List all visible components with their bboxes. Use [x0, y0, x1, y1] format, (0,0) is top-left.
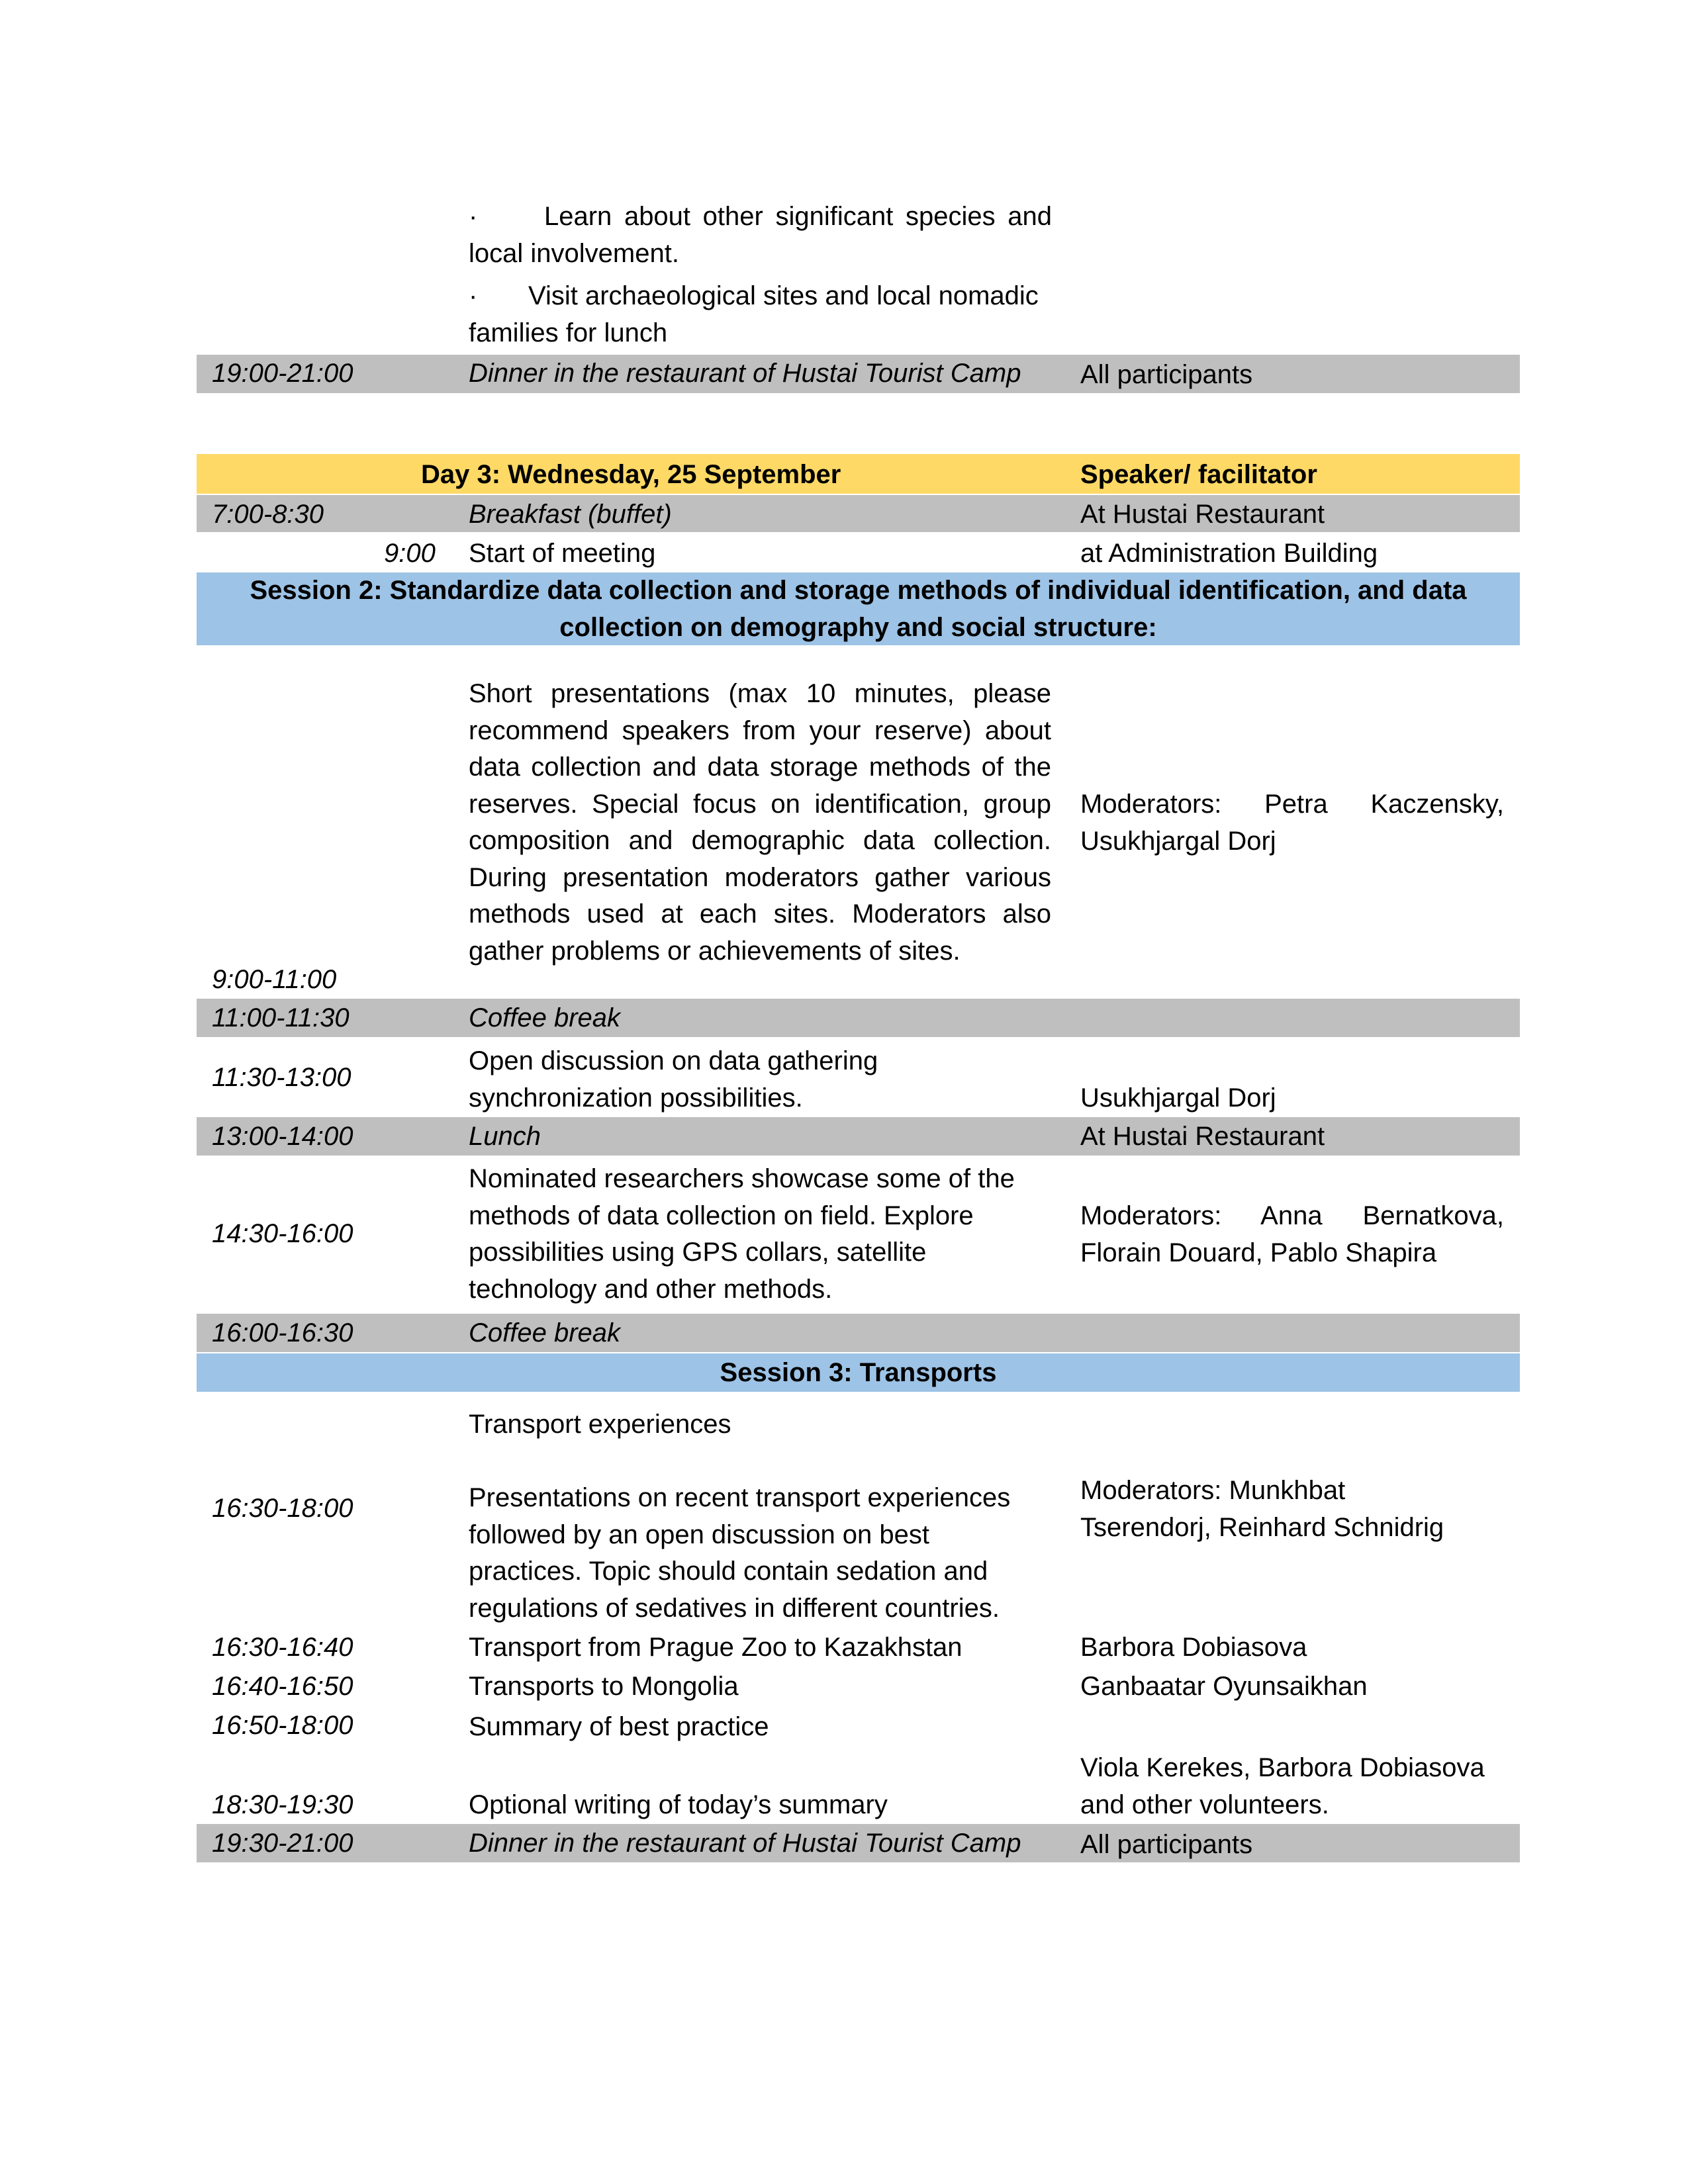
- coffee2-row-band: [197, 1314, 1520, 1352]
- session3-title: Session 3: Transports: [720, 1358, 997, 1387]
- field-methods-moderators: Moderators: Anna Bernatkova, Florain Douard, Pablo Shapira: [1080, 1201, 1504, 1267]
- breakfast-time: 7:00-8:30: [212, 500, 324, 529]
- bullet-symbol: ·: [469, 281, 478, 310]
- transport-text: Presentations on recent transport experiences followed by an open discussion on best practices. Topic should contain sedation and regulations of sedatives in different countries.: [469, 1483, 1011, 1623]
- bullet1-line2: local involvement.: [469, 239, 679, 268]
- breakfast-where: At Hustai Restaurant: [1080, 500, 1325, 529]
- discussion-line1: Open discussion on data gathering: [469, 1046, 878, 1075]
- bullet1-line1: Learn about other significant species and: [544, 202, 1052, 231]
- start-activity: Start of meeting: [469, 539, 656, 568]
- discussion-who: Usukhjargal Dorj: [1080, 1083, 1276, 1113]
- transport-time: 16:30-18:00: [212, 1494, 353, 1523]
- dinner3-who: All participants: [1080, 1830, 1253, 1859]
- transport-row-time: 16:50-18:00: [212, 1711, 353, 1740]
- day3-header-band: [197, 454, 1520, 494]
- summary-time: 18:30-19:30: [212, 1790, 353, 1819]
- transport-row-activity: Transports to Mongolia: [469, 1672, 739, 1701]
- dinner3-time: 19:30-21:00: [212, 1829, 353, 1858]
- transport-row-activity: Transport from Prague Zoo to Kazakhstan: [469, 1633, 962, 1662]
- lunch-where: At Hustai Restaurant: [1080, 1122, 1325, 1151]
- presentations-moderators: Moderators: Petra Kaczensky, Usukhjargal Dorj: [1080, 790, 1504, 856]
- speaker-header: Speaker/ facilitator: [1080, 460, 1317, 489]
- summary-who-line2: and other volunteers.: [1080, 1790, 1329, 1819]
- field-methods-text: Nominated researchers showcase some of the methods of data collection on field. Explore possibilities using GPS collars, satellite technology and other methods.: [469, 1164, 1015, 1304]
- transport-row-who: Barbora Dobiasova: [1080, 1633, 1307, 1662]
- presentations-time: 9:00-11:00: [212, 965, 337, 994]
- coffee2-time: 16:00-16:30: [212, 1318, 353, 1347]
- transport-row-who: Ganbaatar Oyunsaikhan: [1080, 1672, 1368, 1701]
- transport-heading: Transport experiences: [469, 1410, 731, 1439]
- field-methods-time: 14:30-16:00: [212, 1219, 353, 1248]
- discussion-time: 11:30-13:00: [212, 1063, 352, 1092]
- start-time: 9:00: [384, 539, 436, 568]
- transport-moderators: Moderators: Munkhbat Tserendorj, Reinhard Schnidrig: [1080, 1476, 1444, 1542]
- lunch-activity: Lunch: [469, 1122, 541, 1151]
- dinner-activity: Dinner in the restaurant of Hustai Tourist Camp: [469, 359, 1021, 388]
- transport-row-activity: Summary of best practice: [469, 1712, 769, 1741]
- day3-header: Day 3: Wednesday, 25 September: [421, 460, 841, 489]
- discussion-line2: synchronization possibilities.: [469, 1083, 803, 1113]
- bullet2-line2: families for lunch: [469, 318, 668, 347]
- dinner-who: All participants: [1080, 360, 1253, 389]
- coffee1-activity: Coffee break: [469, 1003, 621, 1032]
- bullet2-line1: Visit archaeological sites and local nomadic: [528, 281, 1039, 310]
- summary-activity: Optional writing of today’s summary: [469, 1790, 888, 1819]
- dinner-time: 19:00-21:00: [212, 359, 353, 388]
- start-where: at Administration Building: [1080, 539, 1378, 568]
- summary-who-line1: Viola Kerekes, Barbora Dobiasova: [1080, 1753, 1485, 1782]
- coffee1-row-band: [197, 999, 1520, 1037]
- coffee1-time: 11:00-11:30: [212, 1003, 350, 1032]
- lunch-time: 13:00-14:00: [212, 1122, 353, 1151]
- bullet-symbol: ·: [469, 202, 478, 231]
- transport-row-time: 16:40-16:50: [212, 1672, 353, 1701]
- transport-row-time: 16:30-16:40: [212, 1633, 353, 1662]
- breakfast-activity: Breakfast (buffet): [469, 500, 672, 529]
- session2-title: Session 2: Standardize data collection and storage methods of individual identification, and data collection on demography and social structure:: [250, 576, 1467, 642]
- dinner3-activity: Dinner in the restaurant of Hustai Tourist Camp: [469, 1829, 1021, 1858]
- presentations-text: Short presentations (max 10 minutes, please recommend speakers from your reserve) about data collection and data storage methods of the reserves. Special focus on identification, group composition and demographic data collection. During presentation moderators gather various methods used at each sites. Moderators also gather problems or achievements of sites.: [469, 679, 1051, 966]
- coffee2-activity: Coffee break: [469, 1318, 621, 1347]
